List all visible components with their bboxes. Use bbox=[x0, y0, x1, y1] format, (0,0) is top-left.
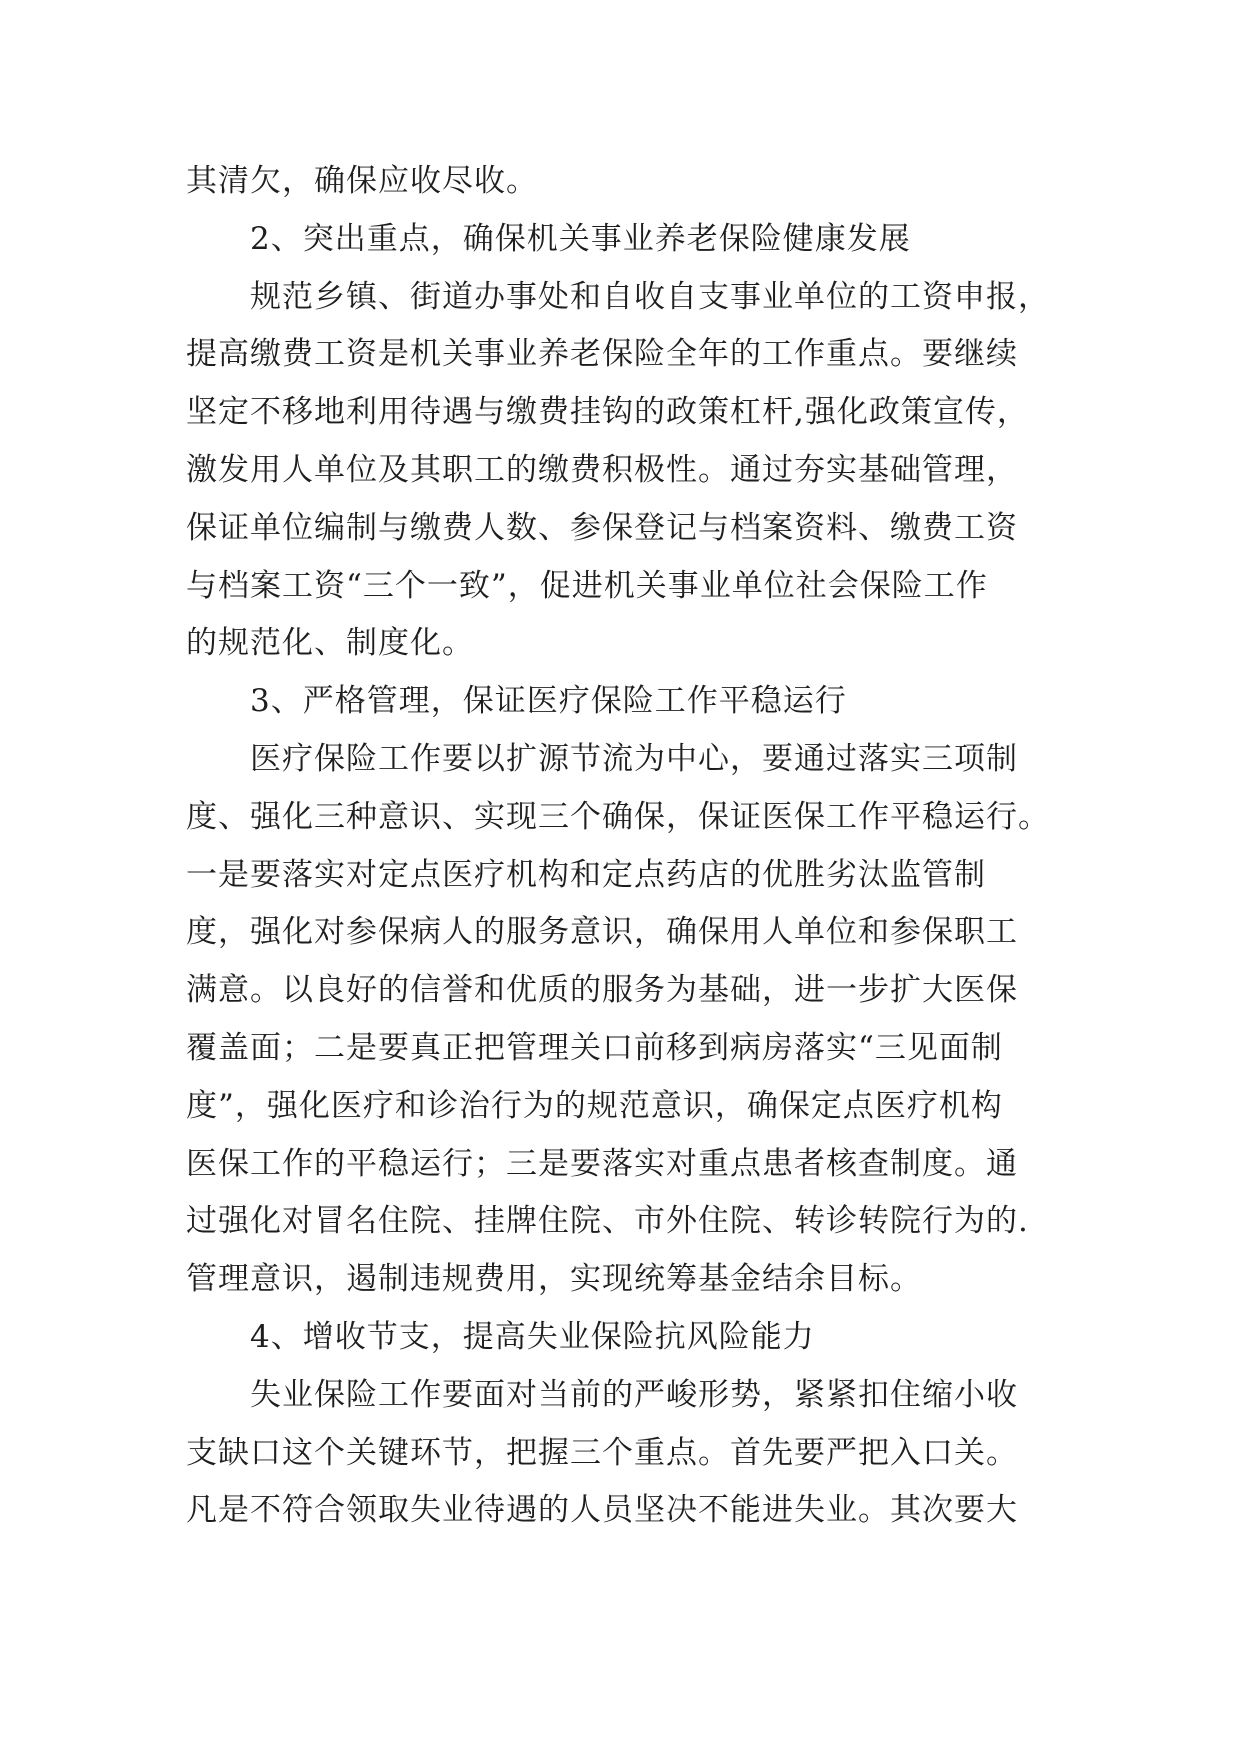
section-heading: 3、严格管理，保证医疗保险工作平稳运行 bbox=[250, 683, 847, 720]
text-line: 过强化对冒名住院、挂牌住院、市外住院、转诊转院行为的. bbox=[186, 1203, 1029, 1240]
text-line: 满意。以良好的信誉和优质的服务为基础，进一步扩大医保 bbox=[186, 972, 1018, 1009]
paragraph-first-line: 失业保险工作要面对当前的严峻形势，紧紧扣住缩小收 bbox=[250, 1376, 1018, 1413]
text-line: 医保工作的平稳运行；三是要落实对重点患者核查制度。通 bbox=[186, 1145, 1018, 1182]
text-line: 激发用人单位及其职工的缴费积极性。通过夯实基础管理， bbox=[186, 451, 1018, 488]
section-heading: 4、增收节支，提高失业保险抗风险能力 bbox=[250, 1318, 815, 1355]
text-line: 提高缴费工资是机关事业养老保险全年的工作重点。要继续 bbox=[186, 336, 1018, 373]
text-line: 一是要落实对定点医疗机构和定点药店的优胜劣汰监管制 bbox=[186, 856, 986, 893]
body-text bbox=[186, 153, 1086, 1540]
text-line: 的规范化、制度化。 bbox=[186, 625, 474, 662]
text-line: 覆盖面；二是要真正把管理关口前移到病房落实“三见面制 bbox=[186, 1029, 1003, 1066]
text-line: 凡是不符合领取失业待遇的人员坚决不能进失业。其次要大 bbox=[186, 1492, 1018, 1529]
section-heading: 2、突出重点，确保机关事业养老保险健康发展 bbox=[250, 220, 911, 257]
text-line: 度”，强化医疗和诊治行为的规范意识，确保定点医疗机构 bbox=[186, 1087, 1003, 1124]
text-line: 支缺口这个关键环节，把握三个重点。首先要严把入口关。 bbox=[186, 1434, 1018, 1471]
paragraph-first-line: 规范乡镇、街道办事处和自收自支事业单位的工资申报， bbox=[250, 278, 1050, 315]
paragraph-first-line: 医疗保险工作要以扩源节流为中心，要通过落实三项制 bbox=[250, 740, 1018, 777]
text-line: 管理意识，遏制违规费用，实现统筹基金结余目标。 bbox=[186, 1261, 922, 1298]
text-line: 保证单位编制与缴费人数、参保登记与档案资料、缴费工资 bbox=[186, 509, 1018, 546]
text-line: 度，强化对参保病人的服务意识，确保用人单位和参保职工 bbox=[186, 914, 1018, 951]
text-line: 度、强化三种意识、实现三个确保，保证医保工作平稳运行。 bbox=[186, 798, 1050, 835]
text-line: 与档案工资“三个一致”，促进机关事业单位社会保险工作 bbox=[186, 567, 988, 604]
text-line: 坚定不移地利用待遇与缴费挂钩的政策杠杆,强化政策宣传， bbox=[186, 394, 1029, 431]
text-line: 其清欠，确保应收尽收。 bbox=[186, 163, 538, 199]
